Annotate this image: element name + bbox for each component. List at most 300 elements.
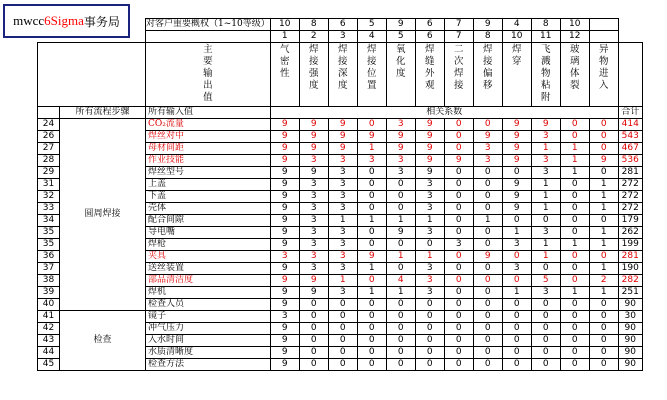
row-number: 45 [38,359,60,371]
relation-value: 0 [357,227,386,239]
relation-value: 1 [502,227,531,239]
relation-value: 0 [473,167,502,179]
relation-value: 0 [357,167,386,179]
output-name-empty [618,43,642,107]
row-total: 272 [618,179,642,191]
column-number-cell: 2 [299,31,328,43]
relation-value: 9 [502,191,531,203]
relation-value: 3 [328,179,357,191]
relation-value: 0 [589,311,618,323]
relation-value: 9 [299,275,328,287]
row-number: 40 [38,299,60,311]
row-number: 41 [38,311,60,323]
row-total: 90 [618,347,642,359]
relation-value: 0 [357,239,386,251]
relation-value: 0 [357,179,386,191]
relation-value: 0 [444,179,473,191]
row-number: 43 [38,335,60,347]
row-number: 42 [38,323,60,335]
row-total: 281 [618,167,642,179]
relation-value: 3 [531,167,560,179]
relation-value: 0 [473,359,502,371]
table-row [38,119,643,131]
row-total: 536 [618,155,642,167]
row-number: 35 [38,239,60,251]
weight-cell: 10 [270,19,299,31]
input-name: 检查方法 [146,359,271,371]
header-relation: 相关系数 [270,107,618,119]
column-number-cell: 6 [415,31,444,43]
input-name: 导电嘴 [146,227,271,239]
column-number-cell: 1 [270,31,299,43]
relation-value: 3 [473,143,502,155]
relation-value: 9 [299,143,328,155]
relation-value: 1 [560,155,589,167]
row-number: 31 [38,179,60,191]
relation-value: 9 [531,119,560,131]
relation-value: 9 [270,287,299,299]
relation-value: 3 [531,155,560,167]
relation-value: 0 [502,275,531,287]
relation-value: 0 [444,323,473,335]
relation-value: 0 [386,203,415,215]
relation-value: 9 [270,179,299,191]
relation-value: 9 [502,131,531,143]
relation-value: 0 [357,335,386,347]
relation-value: 1 [502,287,531,299]
relation-value: 3 [299,179,328,191]
relation-value: 1 [386,287,415,299]
relation-value: 3 [415,287,444,299]
relation-value: 3 [473,155,502,167]
relation-value: 0 [502,323,531,335]
row-number: 29 [38,167,60,179]
relation-value: 0 [531,263,560,275]
relation-value: 9 [270,335,299,347]
relation-value: 2 [589,275,618,287]
relation-value: 9 [299,119,328,131]
relation-value: 3 [415,203,444,215]
column-number-cell: 7 [444,31,473,43]
relation-value: 9 [270,323,299,335]
relation-value: 0 [560,227,589,239]
relation-value: 0 [560,251,589,263]
relation-value: 9 [299,167,328,179]
relation-value: 0 [415,335,444,347]
input-name: 焊丝型号 [146,167,271,179]
relation-value: 0 [415,359,444,371]
relation-value: 3 [386,155,415,167]
relation-value: 1 [357,215,386,227]
relation-value: 0 [444,263,473,275]
relation-value: 0 [560,215,589,227]
weight-blank [38,19,146,31]
relation-value: 0 [386,299,415,311]
output-name-cell: 焊缝外观 [415,43,444,107]
relation-value: 0 [473,239,502,251]
row-total: 90 [618,359,642,371]
relation-value: 1 [473,215,502,227]
row-number: 32 [38,191,60,203]
relation-value: 0 [357,203,386,215]
row-number: 35 [38,227,60,239]
brand-accent: 6Sigma [44,13,84,28]
column-number-cell: 12 [560,31,589,43]
relation-value: 3 [328,263,357,275]
relation-value: 3 [270,311,299,323]
column-number-cell: 10 [502,31,531,43]
relation-value: 0 [386,359,415,371]
output-blank [38,43,146,107]
relation-value: 1 [531,251,560,263]
relation-value: 0 [531,323,560,335]
relation-value: 1 [415,215,444,227]
process-step-cell: 检查 [60,311,146,371]
relation-value: 9 [386,227,415,239]
relation-value: 9 [270,347,299,359]
relation-value: 9 [328,143,357,155]
relation-value: 9 [415,119,444,131]
relation-value: 0 [357,311,386,323]
relation-value: 9 [270,143,299,155]
relation-value: 0 [589,167,618,179]
number-label-blank [146,31,271,43]
relation-value: 0 [386,239,415,251]
relation-value: 0 [444,347,473,359]
input-name: 配合间隙 [146,215,271,227]
relation-value: 0 [589,323,618,335]
relation-value: 0 [357,359,386,371]
relation-value: 0 [473,263,502,275]
relation-value: 9 [270,203,299,215]
relation-value: 0 [357,323,386,335]
relation-value: 0 [473,311,502,323]
row-total: 543 [618,131,642,143]
relation-value: 0 [357,299,386,311]
header-process: 所有流程步骤 [60,107,146,119]
relation-value: 0 [560,335,589,347]
row-number: 39 [38,287,60,299]
row-number: 27 [38,143,60,155]
output-name-cell: 焊接深度 [328,43,357,107]
relation-value: 9 [502,119,531,131]
relation-value: 0 [473,323,502,335]
relation-value: 3 [328,155,357,167]
relation-value: 0 [444,335,473,347]
relation-value: 9 [473,131,502,143]
relation-value: 0 [299,311,328,323]
relation-value: 9 [270,155,299,167]
relation-value: 0 [589,143,618,155]
relation-value: 0 [531,335,560,347]
relation-value: 9 [502,203,531,215]
output-name-cell: 二次焊接 [444,43,473,107]
row-number: 24 [38,119,60,131]
row-number: 37 [38,263,60,275]
relation-value: 3 [415,227,444,239]
output-name-cell: 玻璃体裂 [560,43,589,107]
relation-value: 1 [589,179,618,191]
relation-value: 9 [328,119,357,131]
relation-value: 0 [299,359,328,371]
relation-value: 0 [328,299,357,311]
relation-value: 0 [560,191,589,203]
relation-value: 9 [473,251,502,263]
output-name-cell: 氧化度 [386,43,415,107]
weight-label: 对客户重要概权（1~10等级） [146,19,270,29]
relation-value: 3 [299,263,328,275]
relation-value: 1 [589,203,618,215]
weight-row [38,19,643,31]
relation-value: 0 [531,359,560,371]
relation-value: 3 [328,239,357,251]
relation-value: 0 [502,347,531,359]
weight-cell-empty [589,19,618,31]
row-total: 262 [618,227,642,239]
relation-value: 0 [415,323,444,335]
weight-cell: 7 [444,19,473,31]
relation-value: 1 [560,239,589,251]
column-number-cell: 4 [357,31,386,43]
relation-value: 0 [386,191,415,203]
brand-suffix: 事务局 [83,14,120,29]
input-name: 镜子 [146,311,271,323]
input-name: CO₂流量 [146,119,271,131]
relation-value: 0 [473,191,502,203]
row-total: 179 [618,215,642,227]
relation-value: 0 [589,299,618,311]
output-name-cell: 焊接偏移 [473,43,502,107]
relation-value: 0 [502,335,531,347]
relation-value: 9 [270,131,299,143]
relation-value: 0 [444,131,473,143]
relation-value: 1 [357,263,386,275]
cause-effect-matrix [37,18,643,371]
column-number-cell: 11 [531,31,560,43]
input-name: 焊丝对中 [146,131,271,143]
input-name: 入水时间 [146,335,271,347]
relation-value: 0 [444,359,473,371]
relation-value: 0 [444,203,473,215]
relation-value: 9 [444,155,473,167]
relation-value: 0 [589,119,618,131]
header-input: 所有输入值 [146,107,271,119]
relation-value: 1 [531,203,560,215]
column-number-row [38,31,643,43]
relation-value: 0 [560,323,589,335]
relation-value: 0 [589,347,618,359]
relation-value: 0 [386,179,415,191]
relation-value: 0 [502,311,531,323]
relation-value: 9 [328,131,357,143]
relation-value: 0 [589,131,618,143]
row-total: 90 [618,323,642,335]
relation-value: 1 [589,239,618,251]
relation-value: 3 [415,275,444,287]
brand-prefix: mwcc [13,13,45,28]
relation-value: 3 [299,227,328,239]
output-name-cell: 飞溅物粘附 [531,43,560,107]
relation-value: 0 [444,251,473,263]
relation-value: 0 [386,263,415,275]
relation-value: 9 [415,131,444,143]
row-total: 281 [618,251,642,263]
relation-value: 3 [328,167,357,179]
relation-value: 3 [415,191,444,203]
relation-value: 3 [328,251,357,263]
relation-value: 3 [531,227,560,239]
relation-value: 1 [386,215,415,227]
relation-value: 0 [531,215,560,227]
relation-value: 1 [560,167,589,179]
output-name-row [38,43,643,107]
relation-value: 0 [531,299,560,311]
relation-value: 0 [444,143,473,155]
relation-value: 0 [357,275,386,287]
row-total: 467 [618,143,642,155]
relation-value: 1 [415,251,444,263]
relation-value: 0 [560,179,589,191]
relation-value: 9 [502,155,531,167]
relation-value: 0 [502,215,531,227]
relation-value: 0 [444,215,473,227]
input-name: 母材间距 [146,143,271,155]
relation-value: 0 [444,227,473,239]
table-row [38,311,643,323]
relation-value: 0 [473,179,502,191]
row-total: 30 [618,311,642,323]
column-header-row [38,107,643,119]
row-number: 38 [38,275,60,287]
process-step-cell: 圆周焊接 [60,119,146,311]
relation-value: 9 [415,155,444,167]
relation-value: 0 [473,203,502,215]
relation-value: 9 [270,119,299,131]
relation-value: 3 [328,227,357,239]
relation-value: 3 [415,179,444,191]
row-number: 33 [38,203,60,215]
relation-value: 3 [328,203,357,215]
relation-value: 9 [270,275,299,287]
column-number-cell: 3 [328,31,357,43]
relation-value: 3 [299,191,328,203]
output-name-cell: 焊接位置 [357,43,386,107]
relation-value: 9 [502,179,531,191]
relation-value: 1 [328,215,357,227]
weight-cell: 5 [357,19,386,31]
relation-value: 9 [270,359,299,371]
input-name: 焊机 [146,287,271,299]
relation-value: 3 [415,263,444,275]
header-total: 合计 [618,107,642,119]
relation-value: 0 [415,239,444,251]
row-total: 251 [618,287,642,299]
relation-value: 0 [531,311,560,323]
relation-value: 9 [299,131,328,143]
relation-value: 0 [328,335,357,347]
input-name: 夹具 [146,251,271,263]
header-no-blank [38,107,60,119]
column-number-empty [589,31,618,43]
relation-value: 3 [328,287,357,299]
relation-value: 0 [560,131,589,143]
relation-value: 9 [270,191,299,203]
relation-value: 0 [328,347,357,359]
relation-value: 1 [589,287,618,299]
relation-value: 1 [531,191,560,203]
relation-value: 0 [560,311,589,323]
relation-value: 0 [473,347,502,359]
relation-value: 3 [502,239,531,251]
main-output-label: 主要输出值 [146,43,271,107]
relation-value: 9 [589,155,618,167]
relation-value: 0 [589,215,618,227]
input-name: 上盖 [146,179,271,191]
row-number: 26 [38,131,60,143]
relation-value: 1 [328,275,357,287]
relation-value: 0 [299,335,328,347]
relation-value: 0 [560,275,589,287]
relation-value: 0 [386,311,415,323]
relation-value: 0 [502,251,531,263]
relation-value: 9 [270,299,299,311]
input-name: 焊枪 [146,239,271,251]
relation-value: 9 [357,251,386,263]
relation-value: 9 [299,287,328,299]
row-total: 190 [618,263,642,275]
output-name-cell: 异物进入 [589,43,618,107]
relation-value: 0 [386,335,415,347]
relation-value: 9 [357,131,386,143]
relation-value: 3 [299,155,328,167]
relation-value: 0 [473,275,502,287]
relation-value: 0 [473,299,502,311]
row-total: 199 [618,239,642,251]
relation-value: 0 [589,251,618,263]
relation-value: 0 [473,335,502,347]
relation-value: 0 [560,119,589,131]
row-number: 36 [38,251,60,263]
output-name-cell: 焊接强度 [299,43,328,107]
relation-value: 0 [444,191,473,203]
relation-value: 0 [386,323,415,335]
relation-value: 0 [299,299,328,311]
row-total: 272 [618,203,642,215]
relation-value: 0 [328,323,357,335]
output-name-cell: 气密性 [270,43,299,107]
weight-cell: 10 [560,19,589,31]
relation-value: 0 [589,335,618,347]
relation-value: 1 [589,263,618,275]
input-name: 水质清晰度 [146,347,271,359]
relation-value: 1 [531,143,560,155]
relation-value: 3 [531,287,560,299]
input-name: 下盖 [146,191,271,203]
relation-value: 9 [415,143,444,155]
column-number-cell: 5 [386,31,415,43]
relation-value: 3 [444,239,473,251]
relation-value: 9 [270,167,299,179]
relation-value: 0 [589,359,618,371]
relation-value: 0 [502,299,531,311]
relation-value: 5 [531,275,560,287]
row-number: 44 [38,347,60,359]
weight-cell: 4 [502,19,531,31]
relation-value: 0 [444,299,473,311]
relation-value: 0 [415,311,444,323]
input-name: 作业技能 [146,155,271,167]
relation-value: 9 [386,143,415,155]
